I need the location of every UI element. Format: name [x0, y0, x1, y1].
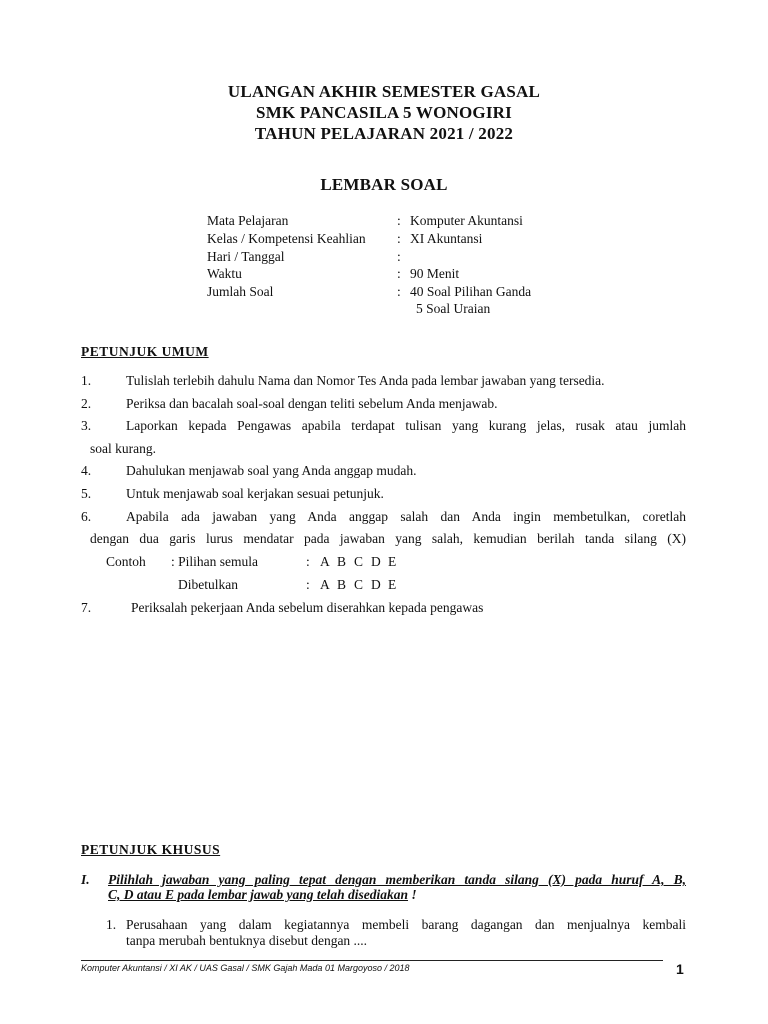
- section-text-line1: Pilihlah jawaban yang paling tepat dengan memberikan tanda silang (X) pada huruf A, B,: [108, 872, 686, 887]
- item-number: 1.: [81, 373, 92, 388]
- academic-year: TAHUN PELAJARAN 2021 / 2022: [254, 124, 514, 143]
- special-instructions-heading: PETUNJUK KHUSUS: [81, 842, 221, 857]
- example-original-label: : Pilihan semula: [171, 554, 258, 569]
- question-item: [0, 917, 768, 953]
- option-letter: B: [337, 554, 347, 569]
- section-text-mark: !: [408, 887, 417, 902]
- instruction-item: [0, 373, 768, 393]
- general-instructions-heading: PETUNJUK UMUM: [81, 344, 209, 359]
- info-colon: :: [397, 266, 401, 281]
- item-text: Laporkan kepada Pengawas apabila terdapat tulisan yang kurang jelas, rusak atau jumlah: [126, 418, 686, 433]
- option-letter: D: [371, 554, 381, 569]
- option-letter: A: [320, 577, 330, 592]
- exam-title: ULANGAN AKHIR SEMESTER GASAL: [227, 82, 541, 101]
- item-number: 5.: [81, 486, 92, 501]
- example-colon: :: [306, 577, 310, 592]
- option-letter: E: [388, 554, 397, 569]
- item-text-continued: dengan dua garis lurus mendatar pada jawaban yang salah, kemudian berilah tanda silang (X): [90, 531, 686, 546]
- question-text-line2: tanpa merubah bentuknya disebut dengan ....: [126, 933, 368, 948]
- item-number: 7.: [81, 600, 92, 615]
- instruction-item: [0, 509, 768, 549]
- item-text: Dahulukan menjawab soal yang Anda anggap mudah.: [126, 463, 417, 478]
- item-text: Tulislah terlebih dahulu Nama dan Nomor Tes Anda pada lembar jawaban yang tersedia.: [126, 373, 605, 388]
- info-label: Waktu: [207, 266, 242, 281]
- info-row-count: [0, 284, 768, 302]
- option-letter: C: [354, 554, 364, 569]
- example-label: Contoh: [106, 554, 146, 569]
- info-extra-value: 5 Soal Uraian: [416, 301, 491, 316]
- example-row-corrected: [0, 577, 768, 597]
- item-text: Apabila ada jawaban yang Anda anggap salah dan Anda ingin membetulkan, coretlah: [126, 509, 686, 524]
- info-colon: :: [397, 231, 401, 246]
- example-row-original: [0, 554, 768, 574]
- example-colon: :: [306, 554, 310, 569]
- example-options-corrected: [320, 577, 405, 593]
- info-row-time: [0, 266, 768, 284]
- info-row-subject: [0, 213, 768, 231]
- info-value: 90 Menit: [410, 266, 460, 281]
- item-number: 3.: [81, 418, 92, 433]
- option-letter: A: [320, 554, 330, 569]
- question-text-line1: Perusahaan yang dalam kegiatannya membeli barang dagangan dan menjualnya kembali: [126, 917, 686, 932]
- info-value: Komputer Akuntansi: [410, 213, 523, 228]
- example-options-original: [320, 554, 405, 570]
- item-number: 2.: [81, 396, 92, 411]
- school-name: SMK PANCASILA 5 WONOGIRI: [256, 103, 512, 122]
- item-text: Untuk menjawab soal kerjakan sesuai petunjuk.: [126, 486, 384, 501]
- option-letter: D: [371, 577, 381, 592]
- instruction-item: [0, 486, 768, 506]
- info-row-class: [0, 231, 768, 249]
- info-colon: :: [397, 213, 401, 228]
- instruction-item: [0, 600, 768, 620]
- info-label: Kelas / Kompetensi Keahlian: [207, 231, 366, 246]
- example-corrected-label: Dibetulkan: [178, 577, 238, 592]
- sheet-title: LEMBAR SOAL: [320, 175, 448, 194]
- question-number: 1.: [106, 917, 117, 932]
- option-letter: B: [337, 577, 347, 592]
- item-number: 4.: [81, 463, 92, 478]
- footer-divider: [81, 960, 663, 961]
- item-text: Periksalah pekerjaan Anda sebelum diserahkan kepada pengawas: [131, 600, 484, 615]
- info-label: Mata Pelajaran: [207, 213, 289, 228]
- instruction-item: [0, 463, 768, 483]
- item-number: 6.: [81, 509, 92, 524]
- option-letter: C: [354, 577, 364, 592]
- exam-info-table: [0, 213, 768, 323]
- instruction-item: [0, 418, 768, 458]
- item-text: Periksa dan bacalah soal-soal dengan teliti sebelum Anda menjawab.: [126, 396, 498, 411]
- info-colon: :: [397, 249, 401, 264]
- info-colon: :: [397, 284, 401, 299]
- page-number: 1: [676, 961, 684, 977]
- item-text-continued: soal kurang.: [90, 441, 156, 456]
- footer-text: Komputer Akuntansi / XI AK / UAS Gasal / SMK Gajah Mada 01 Margoyoso / 2018: [81, 963, 410, 973]
- info-value: XI Akuntansi: [410, 231, 483, 246]
- section-text-line2: C, D atau E pada lembar jawab yang telah disediakan: [108, 887, 409, 902]
- info-label: Hari / Tanggal: [207, 249, 285, 264]
- section-number: I.: [81, 872, 90, 887]
- info-label: Jumlah Soal: [207, 284, 274, 299]
- instruction-item: [0, 396, 768, 416]
- info-value: 40 Soal Pilihan Ganda: [410, 284, 532, 299]
- section-instruction: [0, 872, 768, 908]
- info-row-date: [0, 249, 768, 267]
- option-letter: E: [388, 577, 397, 592]
